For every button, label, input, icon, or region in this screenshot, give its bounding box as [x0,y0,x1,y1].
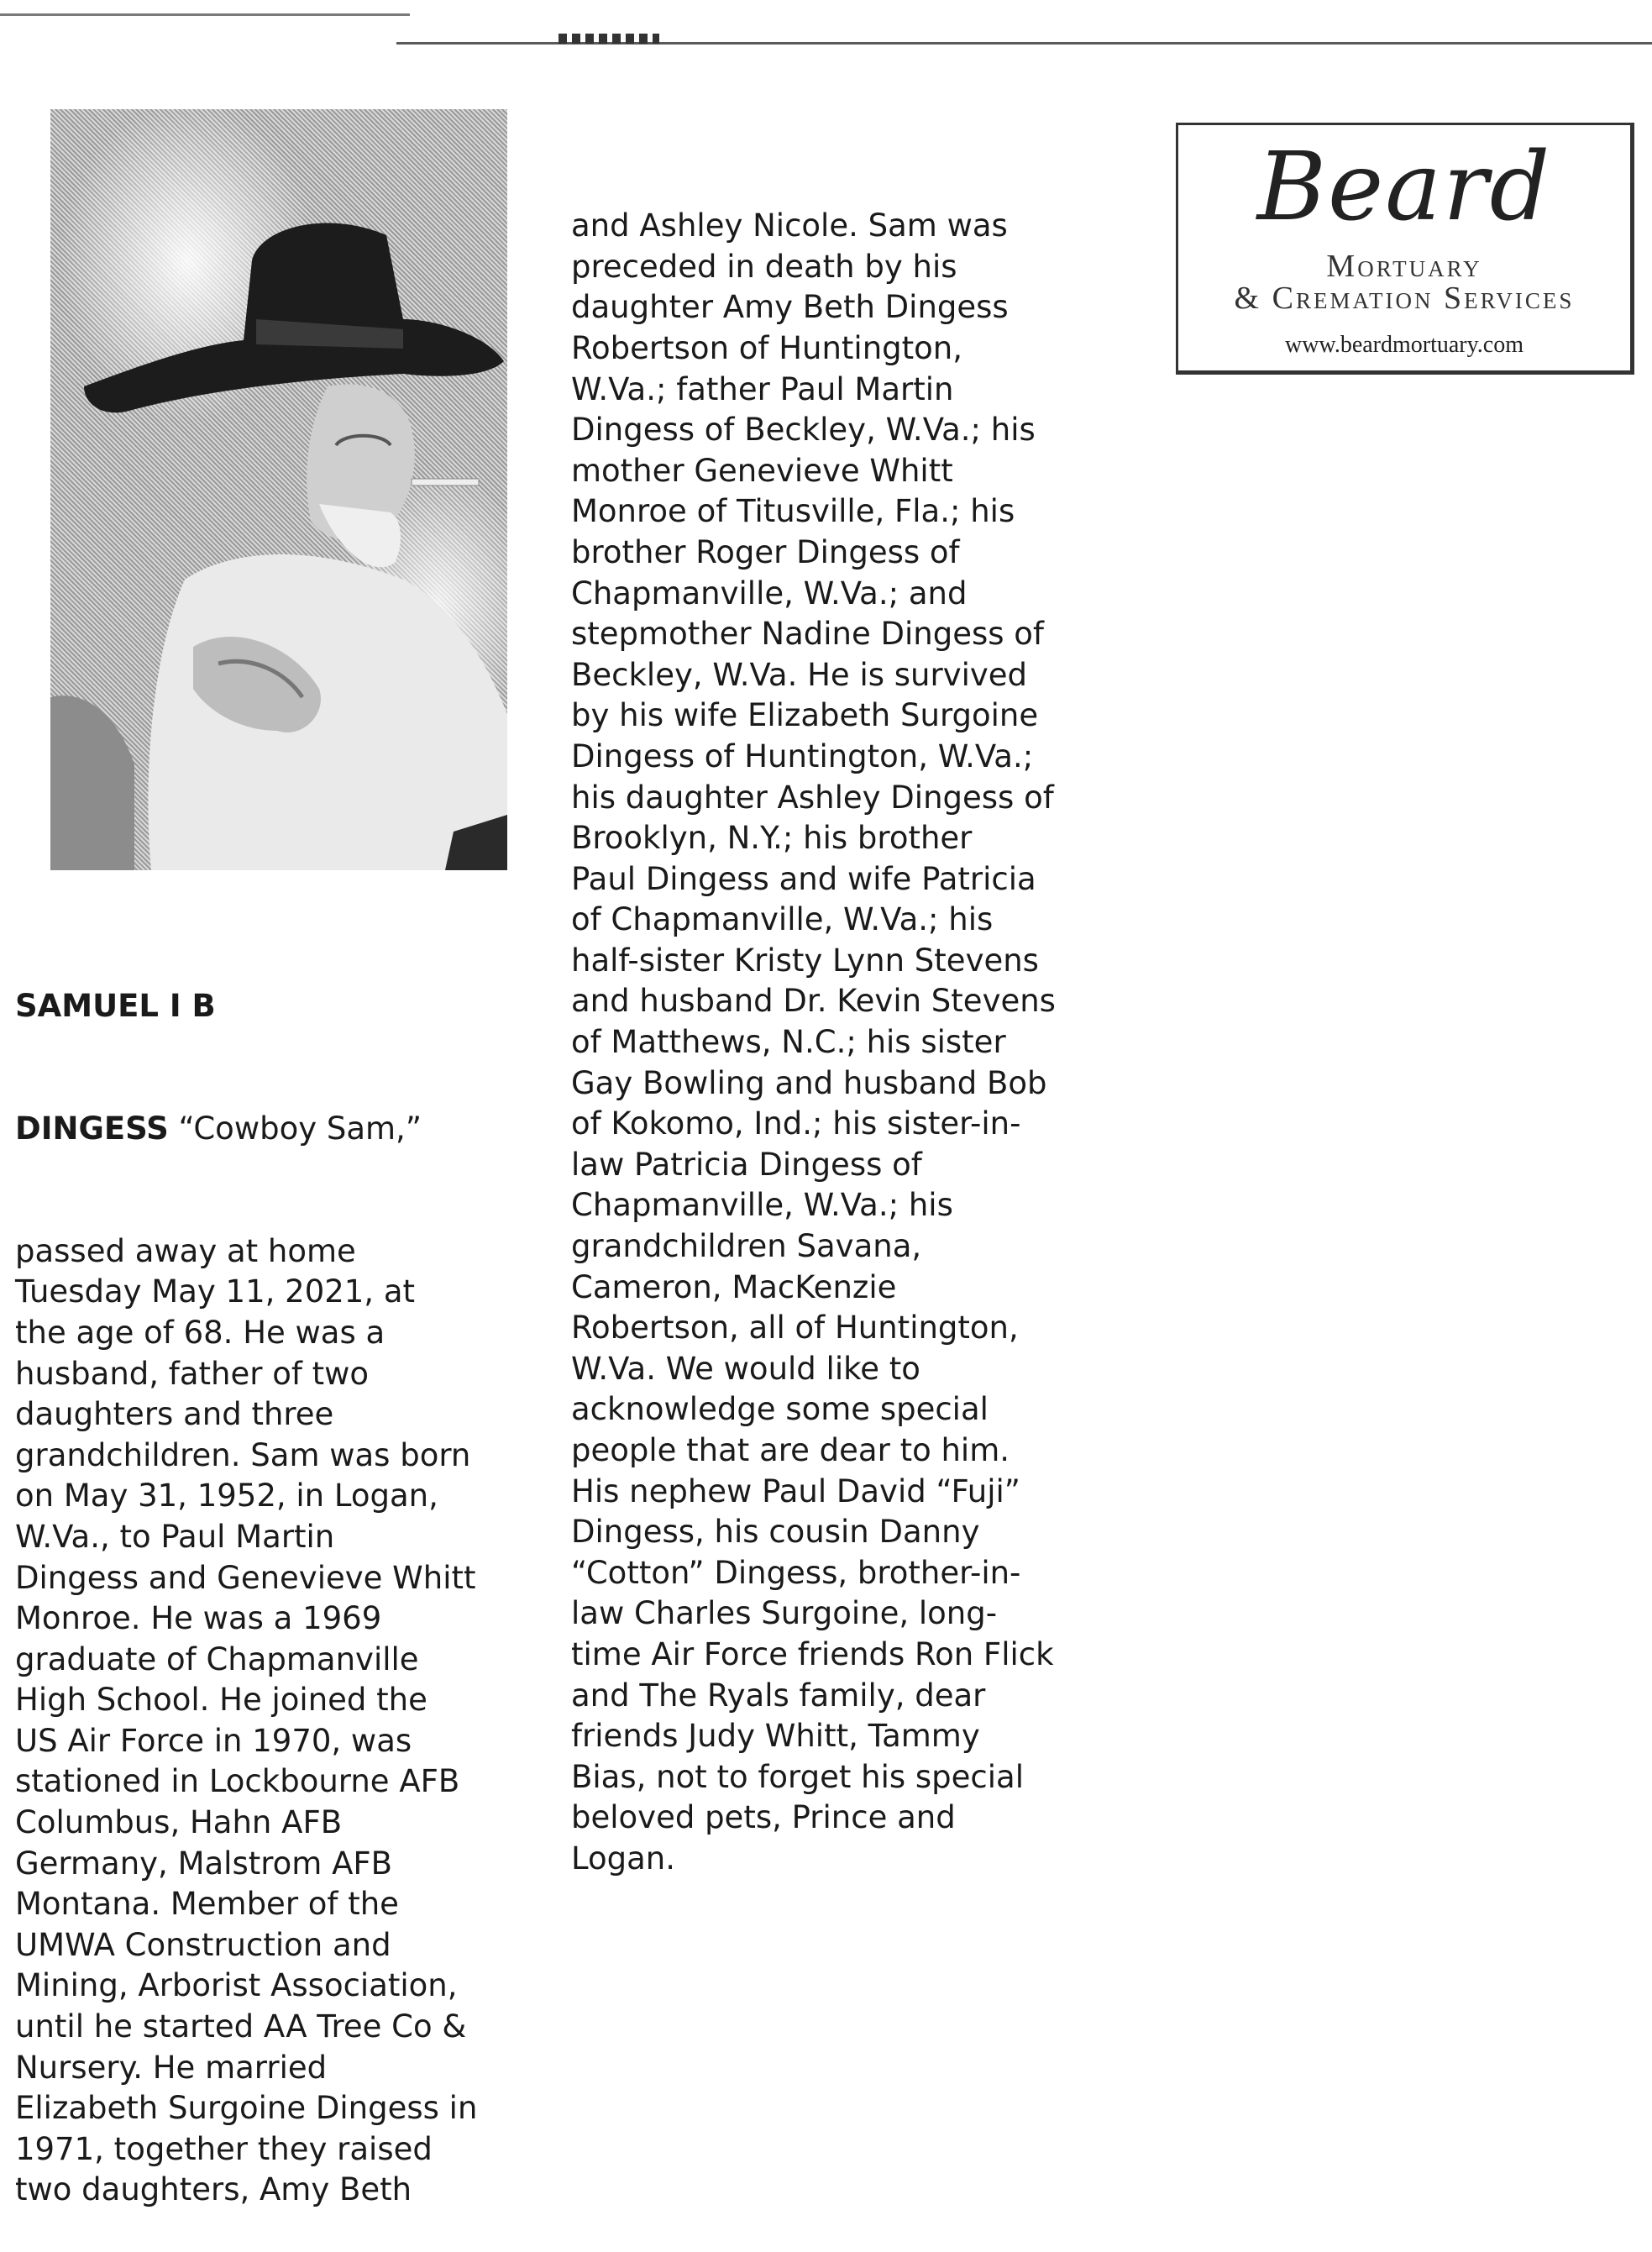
middle-body-line: Robertson, all of Huntington, [571,1310,1019,1346]
funeral-home-ad [1176,123,1634,375]
cropped-header-fragment [559,34,659,44]
middle-body-line: Brooklyn, N.Y.; his brother [571,820,973,857]
middle-body-line: Chapmanville, W.Va.; and [571,575,968,612]
middle-body-line: Cameron, MacKenzie [571,1268,897,1305]
middle-body-line: preceded in death by his [571,248,957,285]
middle-body-line: Logan. [571,1840,675,1877]
obituary-surname: DINGESS [15,1110,169,1147]
left-body-line: on May 31, 1952, in Logan, [15,1478,438,1514]
left-body-line: graduate of Chapmanville [15,1640,419,1677]
middle-body-line: “Cotton” Dingess, brother-in- [571,1554,1021,1591]
middle-body-line: W.Va. We would like to [571,1350,920,1387]
left-body-line: Germany, Malstrom AFB [15,1845,393,1882]
ad-website: www.beardmortuary.com [1284,332,1524,358]
ad-line-mortuary: Mortuary [1326,249,1482,284]
obituary-name-line-2 [15,1109,477,1150]
middle-body-line: of Matthews, N.C.; his sister [571,1024,1006,1061]
obituary-left-column [15,905,477,2252]
left-body-line: until he started AA Tree Co & [15,2008,467,2045]
middle-body-line: beloved pets, Prince and [571,1799,956,1836]
middle-body-line: Chapmanville, W.Va.; his [571,1187,953,1224]
middle-body-line: W.Va.; father Paul Martin [571,370,954,407]
middle-body-line: Dingess of Beckley, W.Va.; his [571,412,1036,449]
middle-body-line: Dingess of Huntington, W.Va.; [571,738,1034,774]
middle-body-line: and husband Dr. Kevin Stevens [571,983,1056,1020]
middle-body-line: Beckley, W.Va. He is survived [571,656,1028,693]
middle-body-line: of Chapmanville, W.Va.; his [571,901,994,938]
middle-body-line: acknowledge some special [571,1391,989,1428]
left-body-text [15,1231,477,2211]
left-body-line: Elizabeth Surgoine Dingess in [15,2090,478,2127]
left-body-line: 1971, together they raised [15,2130,433,2167]
obituary-middle-column [571,124,1056,1920]
left-body-line: High School. He joined the [15,1682,427,1719]
middle-body-line: of Kokomo, Ind.; his sister-in- [571,1105,1021,1142]
middle-body-line: Gay Bowling and husband Bob [571,1064,1047,1101]
middle-body-line: grandchildren Savana, [571,1228,922,1265]
middle-body-line: daughter Amy Beth Dingess [571,289,1009,326]
ad-line-services: & Cremation Services [1234,281,1575,316]
obituary-name-line-1: SAMUEL I B [15,988,216,1025]
middle-body-line: mother Genevieve Whitt [571,452,953,489]
obituary-nickname: “Cowboy Sam,” [168,1110,422,1147]
left-body-line: Nursery. He married [15,2049,328,2086]
top-rule [0,13,410,16]
middle-body-line: Monroe of Titusville, Fla.; his [571,493,1015,530]
middle-body-line: Dingess, his cousin Danny [571,1514,980,1551]
left-body-line: Mining, Arborist Association, [15,1967,458,2004]
left-body-line: Monroe. He was a 1969 [15,1600,382,1637]
middle-body-text [571,206,1056,1879]
middle-body-line: law Charles Surgoine, long- [571,1595,998,1632]
left-body-line: UMWA Construction and [15,1926,391,1963]
left-body-line: Tuesday May 11, 2021, at [15,1273,416,1310]
middle-body-line: time Air Force friends Ron Flick [571,1635,1054,1672]
left-body-line: the age of 68. He was a [15,1314,385,1351]
middle-body-line: his daughter Ashley Dingess of [571,779,1054,816]
left-body-line: stationed in Lockbourne AFB [15,1763,460,1800]
middle-body-line: law Patricia Dingess of [571,1146,922,1183]
left-body-line: husband, father of two [15,1355,370,1392]
middle-body-line: people that are dear to him. [571,1432,1010,1468]
middle-body-line: His nephew Paul David “Fuji” [571,1472,1020,1509]
ad-brand-logo: Beard [1256,133,1552,242]
middle-body-line: brother Roger Dingess of [571,533,960,570]
middle-body-line: Bias, not to forget his special [571,1758,1025,1795]
middle-body-line: by his wife Elizabeth Surgoine [571,697,1039,734]
left-body-line: W.Va., to Paul Martin [15,1518,335,1555]
middle-body-line: and Ashley Nicole. Sam was [571,207,1008,244]
left-body-line: two daughters, Amy Beth [15,2171,412,2208]
left-body-line: daughters and three [15,1396,334,1433]
portrait-photo [50,109,507,870]
middle-body-line: stepmother Nadine Dingess of [571,616,1044,653]
left-body-line: Montana. Member of the [15,1886,399,1923]
left-body-line: US Air Force in 1970, was [15,1722,412,1759]
left-body-line: passed away at home [15,1232,356,1269]
middle-body-line: Paul Dingess and wife Patricia [571,860,1036,897]
middle-body-line: half-sister Kristy Lynn Stevens [571,942,1039,979]
left-body-line: Dingess and Genevieve Whitt [15,1559,476,1596]
middle-body-line: and The Ryals family, dear [571,1677,986,1714]
middle-body-line: Robertson of Huntington, [571,329,963,366]
middle-body-line: friends Judy Whitt, Tammy [571,1718,980,1755]
left-body-line: Columbus, Hahn AFB [15,1804,343,1841]
left-body-line: grandchildren. Sam was born [15,1436,471,1473]
